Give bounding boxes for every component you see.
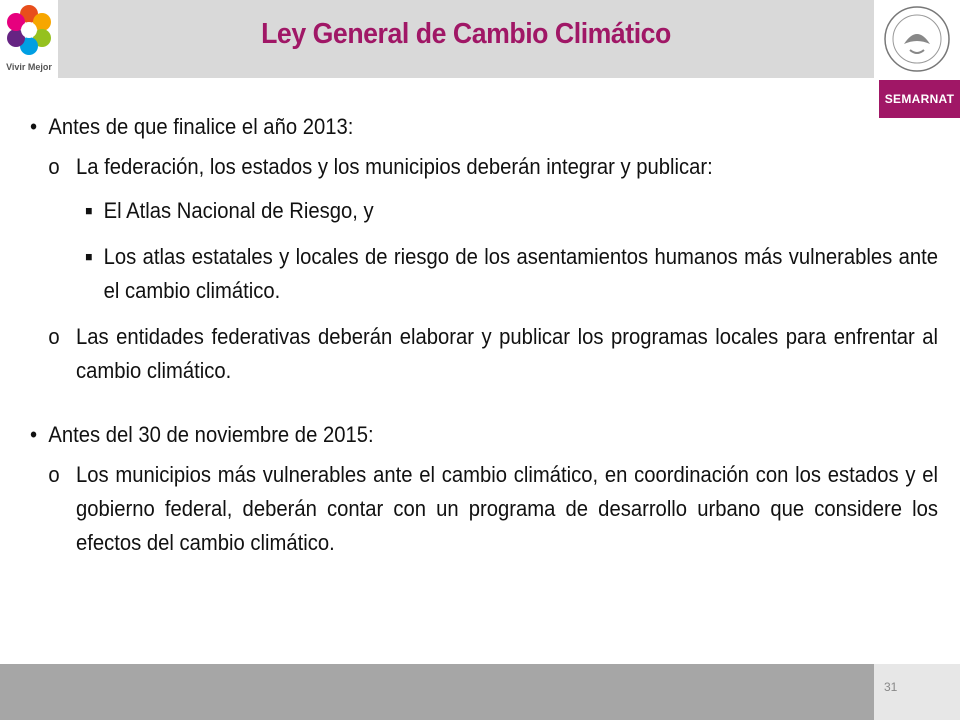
- flower-logo-icon: [2, 2, 56, 62]
- semarnat-badge: SEMARNAT: [879, 80, 960, 118]
- mexico-seal: [874, 0, 960, 78]
- sub-text: Los municipios más vulnerables ante el cambio climático, en coordinación con los estados y el gobierno federal, deberán contar con un programa de desarrollo urbano que considere los efectos del cambio climático.: [76, 462, 939, 555]
- item-text: El Atlas Nacional de Riesgo, y: [103, 198, 374, 223]
- logo-text: Vivir Mejor: [6, 62, 52, 72]
- footer-bar: [0, 664, 874, 720]
- vivir-mejor-logo: [0, 0, 58, 78]
- bullet-item: [30, 418, 938, 452]
- circle-marker: o: [48, 462, 60, 487]
- sub-text: Las entidades federativas deberán elaborar y publicar los programas locales para enfrentar al cambio climático.: [76, 324, 939, 383]
- slide-content: [30, 110, 938, 570]
- sub-item: [30, 458, 938, 560]
- bullet-text: Antes del 30 de noviembre de 2015:: [48, 422, 374, 447]
- sub-item: [30, 150, 938, 184]
- square-bullet-icon: ■: [85, 249, 93, 264]
- bullet-item: [30, 110, 938, 144]
- bullet-text: Antes de que finalice el año 2013:: [48, 114, 354, 139]
- bullet-dot: •: [30, 422, 38, 447]
- page-title: Ley General de Cambio Climático: [261, 18, 671, 50]
- sub-text: La federación, los estados y los municipios deberán integrar y publicar:: [76, 154, 713, 179]
- seal-icon: [882, 4, 952, 74]
- circle-marker: o: [48, 154, 60, 179]
- item-text: Los atlas estatales y locales de riesgo de los asentamientos humanos más vulnerables ante el cambio climático.: [103, 244, 939, 303]
- bullet-dot: •: [30, 114, 38, 139]
- sub-item: [30, 320, 938, 388]
- list-item: [30, 240, 938, 308]
- square-bullet-icon: ■: [85, 203, 93, 218]
- page-number: 31: [884, 680, 898, 694]
- list-item: [30, 194, 938, 228]
- circle-marker: o: [48, 324, 60, 349]
